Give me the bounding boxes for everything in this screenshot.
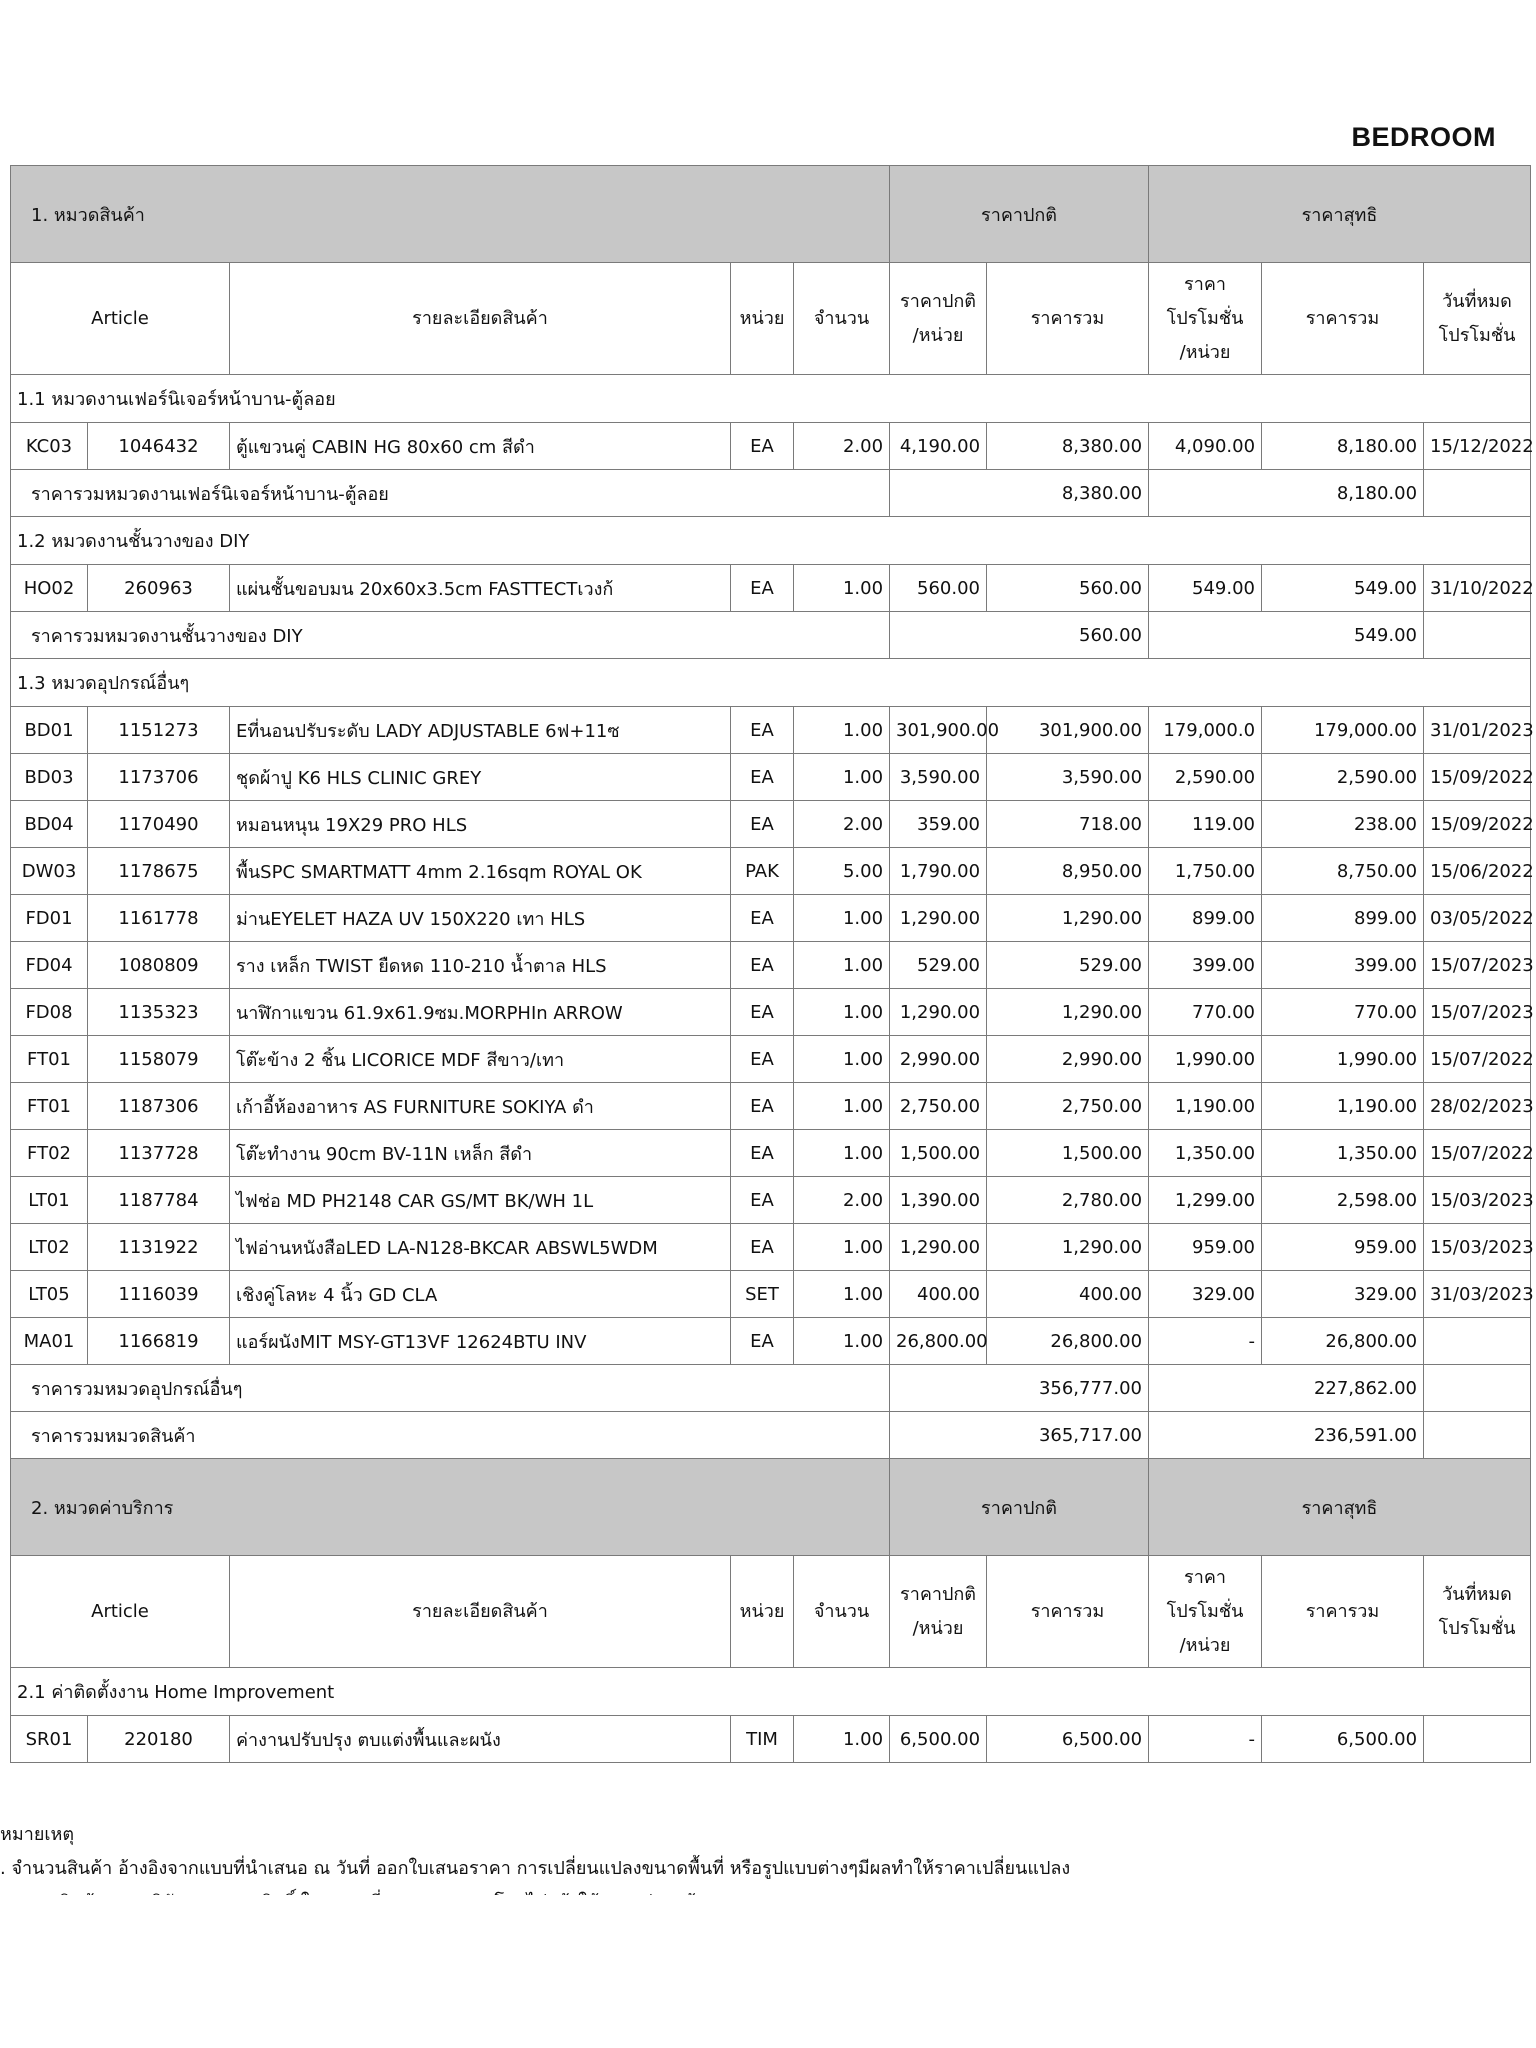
item-unit: EA [731, 1177, 794, 1224]
header-line: /หน่วย [912, 324, 964, 346]
item-article: 260963 [88, 565, 230, 612]
table-row [11, 895, 1531, 942]
item-promo-end [1424, 1318, 1531, 1365]
col-unit: หน่วย [731, 263, 794, 375]
net-price-header: ราคาสุทธิ [1149, 166, 1531, 263]
item-article: 1137728 [88, 1130, 230, 1177]
item-qty: 2.00 [794, 423, 890, 470]
item-promo-unit-price: 1,299.00 [1149, 1177, 1262, 1224]
item-unit: PAK [731, 848, 794, 895]
col-promo-unit [1149, 1556, 1262, 1668]
header-line: โปรโมชั่น [1438, 324, 1516, 346]
section-label: 2. หมวดค่าบริการ [11, 1459, 890, 1556]
item-promo-end: 15/07/2022 [1424, 1130, 1531, 1177]
column-header-row [11, 1556, 1531, 1668]
col-promo-end [1424, 1556, 1531, 1668]
item-unit: TIM [731, 1716, 794, 1763]
item-promo-unit-price: 329.00 [1149, 1271, 1262, 1318]
item-code: KC03 [11, 423, 88, 470]
item-qty: 1.00 [794, 565, 890, 612]
item-article: 1151273 [88, 707, 230, 754]
table-row [11, 565, 1531, 612]
header-line: /หน่วย [1179, 1634, 1231, 1656]
item-net-total: 26,800.00 [1262, 1318, 1424, 1365]
subtotal-net: 227,862.00 [1149, 1365, 1424, 1412]
item-normal-unit-price: 359.00 [890, 801, 987, 848]
table-row [11, 754, 1531, 801]
item-net-total: 2,590.00 [1262, 754, 1424, 801]
item-normal-total: 400.00 [987, 1271, 1149, 1318]
group-label: 1.3 หมวดอุปกรณ์อื่นๆ [11, 659, 1531, 707]
group-label: 1.2 หมวดงานชั้นวางของ DIY [11, 517, 1531, 565]
item-article: 1161778 [88, 895, 230, 942]
header-line: โปรโมชั่น [1166, 1600, 1244, 1622]
group-header [11, 375, 1531, 423]
item-promo-unit-price: 1,190.00 [1149, 1083, 1262, 1130]
col-unit: หน่วย [731, 1556, 794, 1668]
item-normal-total: 2,750.00 [987, 1083, 1149, 1130]
header-line: วันที่หมด [1442, 290, 1512, 312]
item-normal-total: 6,500.00 [987, 1716, 1149, 1763]
item-normal-unit-price: 2,750.00 [890, 1083, 987, 1130]
item-code: FT02 [11, 1130, 88, 1177]
item-description: หมอนหนุน 19X29 PRO HLS [230, 801, 731, 848]
item-code: DW03 [11, 848, 88, 895]
item-normal-unit-price: 1,290.00 [890, 1224, 987, 1271]
subtotal-empty [1424, 470, 1531, 517]
item-description: แผ่นชั้นขอบมน 20x60x3.5cm FASTTECTเวงก้ [230, 565, 731, 612]
subtotal-empty [1424, 1365, 1531, 1412]
item-description: ค่างานปรับปรุง ตบแต่งพื้นและผนัง [230, 1716, 731, 1763]
item-description: ตู้แขวนคู่ CABIN HG 80x60 cm สีดำ [230, 423, 731, 470]
item-qty: 1.00 [794, 707, 890, 754]
item-qty: 1.00 [794, 942, 890, 989]
table-row [11, 1036, 1531, 1083]
table-row [11, 801, 1531, 848]
item-promo-unit-price: 1,750.00 [1149, 848, 1262, 895]
item-normal-unit-price: 1,790.00 [890, 848, 987, 895]
col-normal-total: ราคารวม [987, 263, 1149, 375]
item-code: MA01 [11, 1318, 88, 1365]
item-promo-end: 31/01/2023 [1424, 707, 1531, 754]
item-description: แอร์ผนังMIT MSY-GT13VF 12624BTU INV [230, 1318, 731, 1365]
item-article: 1131922 [88, 1224, 230, 1271]
table-row [11, 707, 1531, 754]
column-header-row [11, 263, 1531, 375]
col-article: Article [11, 1556, 230, 1668]
item-promo-unit-price: 4,090.00 [1149, 423, 1262, 470]
item-qty: 1.00 [794, 895, 890, 942]
item-description: Eที่นอนปรับระดับ LADY ADJUSTABLE 6ฟ+11ซ [230, 707, 731, 754]
item-promo-end: 15/06/2022 [1424, 848, 1531, 895]
item-promo-unit-price: 179,000.0 [1149, 707, 1262, 754]
table-row [11, 1224, 1531, 1271]
subtotal-row [11, 1365, 1531, 1412]
item-article: 1135323 [88, 989, 230, 1036]
col-net-total: ราคารวม [1262, 1556, 1424, 1668]
item-net-total: 770.00 [1262, 989, 1424, 1036]
item-qty: 5.00 [794, 848, 890, 895]
item-net-total: 1,990.00 [1262, 1036, 1424, 1083]
table-row [11, 942, 1531, 989]
item-qty: 2.00 [794, 1177, 890, 1224]
item-qty: 1.00 [794, 1036, 890, 1083]
item-unit: EA [731, 1036, 794, 1083]
col-description: รายละเอียดสินค้า [230, 263, 731, 375]
item-promo-unit-price: 959.00 [1149, 1224, 1262, 1271]
table-row [11, 423, 1531, 470]
item-code: FT01 [11, 1036, 88, 1083]
item-normal-unit-price: 1,290.00 [890, 895, 987, 942]
col-net-total: ราคารวม [1262, 263, 1424, 375]
item-unit: EA [731, 423, 794, 470]
item-article: 1116039 [88, 1271, 230, 1318]
item-description: เก้าอี้ห้องอาหาร AS FURNITURE SOKIYA ดำ [230, 1083, 731, 1130]
item-unit: EA [731, 895, 794, 942]
item-normal-total: 26,800.00 [987, 1318, 1149, 1365]
item-net-total: 1,190.00 [1262, 1083, 1424, 1130]
item-normal-total: 529.00 [987, 942, 1149, 989]
item-code: LT02 [11, 1224, 88, 1271]
header-line: ราคาปกติ [900, 290, 976, 312]
group-label: 1.1 หมวดงานเฟอร์นิเจอร์หน้าบาน-ตู้ลอย [11, 375, 1531, 423]
item-description: ไฟอ่านหนังสือLED LA-N128-BKCAR ABSWL5WDM [230, 1224, 731, 1271]
item-description: ม่านEYELET HAZA UV 150X220 เทา HLS [230, 895, 731, 942]
item-description: โต๊ะข้าง 2 ชิ้น LICORICE MDF สีขาว/เทา [230, 1036, 731, 1083]
item-description: ราง เหล็ก TWIST ยืดหด 110-210 น้ำตาล HLS [230, 942, 731, 989]
item-qty: 1.00 [794, 1318, 890, 1365]
subtotal-normal: 8,380.00 [890, 470, 1149, 517]
table-row [11, 1177, 1531, 1224]
item-qty: 1.00 [794, 1224, 890, 1271]
item-net-total: 8,180.00 [1262, 423, 1424, 470]
section-header [11, 166, 1531, 263]
total-row [11, 1412, 1531, 1459]
item-qty: 1.00 [794, 989, 890, 1036]
page-title: BEDROOM [1351, 122, 1496, 152]
item-net-total: 1,350.00 [1262, 1130, 1424, 1177]
table-row [11, 989, 1531, 1036]
col-promo-end [1424, 263, 1531, 375]
item-normal-total: 718.00 [987, 801, 1149, 848]
item-description: โต๊ะทำงาน 90cm BV-11N เหล็ก สีดำ [230, 1130, 731, 1177]
item-normal-unit-price: 4,190.00 [890, 423, 987, 470]
table-row [11, 1716, 1531, 1763]
item-code: LT05 [11, 1271, 88, 1318]
item-promo-unit-price: 2,590.00 [1149, 754, 1262, 801]
item-normal-unit-price: 1,500.00 [890, 1130, 987, 1177]
item-promo-end: 31/03/2023 [1424, 1271, 1531, 1318]
item-code: HO02 [11, 565, 88, 612]
item-normal-unit-price: 301,900.00 [890, 707, 987, 754]
table-row [11, 1083, 1531, 1130]
section-label: 1. หมวดสินค้า [11, 166, 890, 263]
item-article: 1187306 [88, 1083, 230, 1130]
item-normal-total: 2,780.00 [987, 1177, 1149, 1224]
item-article: 1080809 [88, 942, 230, 989]
item-promo-end: 03/05/2022 [1424, 895, 1531, 942]
subtotal-normal: 356,777.00 [890, 1365, 1149, 1412]
item-net-total: 549.00 [1262, 565, 1424, 612]
item-code: FT01 [11, 1083, 88, 1130]
notes-heading: หมายเหตุ [0, 1824, 75, 1845]
item-normal-unit-price: 1,290.00 [890, 989, 987, 1036]
item-normal-total: 301,900.00 [987, 707, 1149, 754]
total-label: ราคารวมหมวดสินค้า [11, 1412, 890, 1459]
col-qty: จำนวน [794, 263, 890, 375]
subtotal-row [11, 470, 1531, 517]
item-unit: EA [731, 1130, 794, 1177]
item-promo-end: 15/07/2022 [1424, 1036, 1531, 1083]
item-normal-unit-price: 3,590.00 [890, 754, 987, 801]
item-normal-total: 2,990.00 [987, 1036, 1149, 1083]
col-promo-unit [1149, 263, 1262, 375]
item-qty: 1.00 [794, 1716, 890, 1763]
item-description: ไฟช่อ MD PH2148 CAR GS/MT BK/WH 1L [230, 1177, 731, 1224]
header-line: ราคา [1184, 1566, 1226, 1588]
col-description: รายละเอียดสินค้า [230, 1556, 731, 1668]
item-qty: 1.00 [794, 1130, 890, 1177]
col-normal-unit [890, 263, 987, 375]
item-normal-unit-price: 6,500.00 [890, 1716, 987, 1763]
item-promo-end: 28/02/2023 [1424, 1083, 1531, 1130]
item-promo-end: 15/12/2022 [1424, 423, 1531, 470]
item-normal-total: 1,290.00 [987, 989, 1149, 1036]
table-row [11, 848, 1531, 895]
group-header [11, 659, 1531, 707]
item-article: 1046432 [88, 423, 230, 470]
table-row [11, 1130, 1531, 1177]
header-line: ราคา [1184, 273, 1226, 295]
item-promo-unit-price: 899.00 [1149, 895, 1262, 942]
item-normal-unit-price: 560.00 [890, 565, 987, 612]
item-promo-unit-price: 1,990.00 [1149, 1036, 1262, 1083]
item-promo-end [1424, 1716, 1531, 1763]
item-unit: EA [731, 565, 794, 612]
item-code: BD04 [11, 801, 88, 848]
item-normal-total: 560.00 [987, 565, 1149, 612]
item-normal-total: 1,290.00 [987, 1224, 1149, 1271]
item-description: เชิงคู่โลหะ 4 นิ้ว GD CLA [230, 1271, 731, 1318]
section-header [11, 1459, 1531, 1556]
net-price-header: ราคาสุทธิ [1149, 1459, 1531, 1556]
item-normal-unit-price: 2,990.00 [890, 1036, 987, 1083]
table-row [11, 1271, 1531, 1318]
item-promo-end: 15/09/2022 [1424, 801, 1531, 848]
header-line: /หน่วย [912, 1617, 964, 1639]
total-empty [1424, 1412, 1531, 1459]
item-code: FD08 [11, 989, 88, 1036]
subtotal-label: ราคารวมหมวดอุปกรณ์อื่นๆ [11, 1365, 890, 1412]
item-normal-unit-price: 1,390.00 [890, 1177, 987, 1224]
item-article: 1187784 [88, 1177, 230, 1224]
group-header [11, 517, 1531, 565]
item-unit: EA [731, 754, 794, 801]
item-normal-unit-price: 529.00 [890, 942, 987, 989]
item-promo-end: 15/09/2022 [1424, 754, 1531, 801]
item-article: 1173706 [88, 754, 230, 801]
item-promo-unit-price: 549.00 [1149, 565, 1262, 612]
item-promo-unit-price: 1,350.00 [1149, 1130, 1262, 1177]
item-net-total: 6,500.00 [1262, 1716, 1424, 1763]
subtotal-net: 8,180.00 [1149, 470, 1424, 517]
item-normal-total: 8,950.00 [987, 848, 1149, 895]
normal-price-header: ราคาปกติ [890, 1459, 1149, 1556]
col-article: Article [11, 263, 230, 375]
total-normal: 365,717.00 [890, 1412, 1149, 1459]
item-description: ชุดผ้าปู K6 HLS CLINIC GREY [230, 754, 731, 801]
item-net-total: 238.00 [1262, 801, 1424, 848]
item-normal-unit-price: 400.00 [890, 1271, 987, 1318]
item-unit: EA [731, 1318, 794, 1365]
group-header [11, 1668, 1531, 1716]
item-promo-end: 15/07/2023 [1424, 989, 1531, 1036]
item-qty: 1.00 [794, 1271, 890, 1318]
item-net-total: 959.00 [1262, 1224, 1424, 1271]
item-article: 1178675 [88, 848, 230, 895]
subtotal-empty [1424, 612, 1531, 659]
item-unit: EA [731, 989, 794, 1036]
item-net-total: 8,750.00 [1262, 848, 1424, 895]
col-normal-unit [890, 1556, 987, 1668]
note-line-1: . จำนวนสินค้า อ้างอิงจากแบบที่นำเสนอ ณ วันที่ ออกใบเสนอราคา การเปลี่ยนแปลงขนาดพื้นที่ หรือรูปแบบต่างๆมีผลทำให้ราคาเปลี่ยนแปลง [0, 1858, 1071, 1879]
header-line: โปรโมชั่น [1438, 1617, 1516, 1639]
item-article: 1158079 [88, 1036, 230, 1083]
item-promo-unit-price: - [1149, 1716, 1262, 1763]
item-unit: EA [731, 801, 794, 848]
item-net-total: 2,598.00 [1262, 1177, 1424, 1224]
item-promo-end: 15/03/2023 [1424, 1177, 1531, 1224]
item-normal-total: 8,380.00 [987, 423, 1149, 470]
item-qty: 2.00 [794, 801, 890, 848]
header-line: /หน่วย [1179, 341, 1231, 363]
item-description: นาฬิกาแขวน 61.9x61.9ซม.MORPHIn ARROW [230, 989, 731, 1036]
table-row [11, 1318, 1531, 1365]
subtotal-row [11, 612, 1531, 659]
subtotal-label: ราคารวมหมวดงานเฟอร์นิเจอร์หน้าบาน-ตู้ลอย [11, 470, 890, 517]
subtotal-normal: 560.00 [890, 612, 1149, 659]
item-net-total: 179,000.00 [1262, 707, 1424, 754]
item-normal-total: 1,500.00 [987, 1130, 1149, 1177]
item-unit: EA [731, 1083, 794, 1130]
col-qty: จำนวน [794, 1556, 890, 1668]
item-qty: 1.00 [794, 1083, 890, 1130]
item-promo-unit-price: 770.00 [1149, 989, 1262, 1036]
header-line: โปรโมชั่น [1166, 307, 1244, 329]
normal-price-header: ราคาปกติ [890, 166, 1149, 263]
header-line: วันที่หมด [1442, 1583, 1512, 1605]
quotation-table [10, 165, 1534, 1763]
item-promo-end: 15/07/2023 [1424, 942, 1531, 989]
item-code: SR01 [11, 1716, 88, 1763]
item-qty: 1.00 [794, 754, 890, 801]
subtotal-net: 549.00 [1149, 612, 1424, 659]
item-net-total: 329.00 [1262, 1271, 1424, 1318]
item-promo-end: 31/10/2022 [1424, 565, 1531, 612]
item-article: 220180 [88, 1716, 230, 1763]
item-code: FD01 [11, 895, 88, 942]
group-label: 2.1 ค่าติดตั้งงาน Home Improvement [11, 1668, 1531, 1716]
item-code: BD01 [11, 707, 88, 754]
page-bottom-blank [0, 1895, 1536, 2048]
item-article: 1166819 [88, 1318, 230, 1365]
subtotal-label: ราคารวมหมวดงานชั้นวางของ DIY [11, 612, 890, 659]
item-code: FD04 [11, 942, 88, 989]
item-unit: EA [731, 707, 794, 754]
item-promo-unit-price: 119.00 [1149, 801, 1262, 848]
item-net-total: 899.00 [1262, 895, 1424, 942]
item-code: BD03 [11, 754, 88, 801]
item-article: 1170490 [88, 801, 230, 848]
total-net: 236,591.00 [1149, 1412, 1424, 1459]
item-promo-unit-price: 399.00 [1149, 942, 1262, 989]
col-normal-total: ราคารวม [987, 1556, 1149, 1668]
item-promo-end: 15/03/2023 [1424, 1224, 1531, 1271]
item-normal-total: 1,290.00 [987, 895, 1149, 942]
item-code: LT01 [11, 1177, 88, 1224]
item-normal-total: 3,590.00 [987, 754, 1149, 801]
item-net-total: 399.00 [1262, 942, 1424, 989]
item-unit: EA [731, 1224, 794, 1271]
item-description: พื้นSPC SMARTMATT 4mm 2.16sqm ROYAL OK [230, 848, 731, 895]
item-normal-unit-price: 26,800.00 [890, 1318, 987, 1365]
item-promo-unit-price: - [1149, 1318, 1262, 1365]
header-line: ราคาปกติ [900, 1583, 976, 1605]
item-unit: SET [731, 1271, 794, 1318]
item-unit: EA [731, 942, 794, 989]
